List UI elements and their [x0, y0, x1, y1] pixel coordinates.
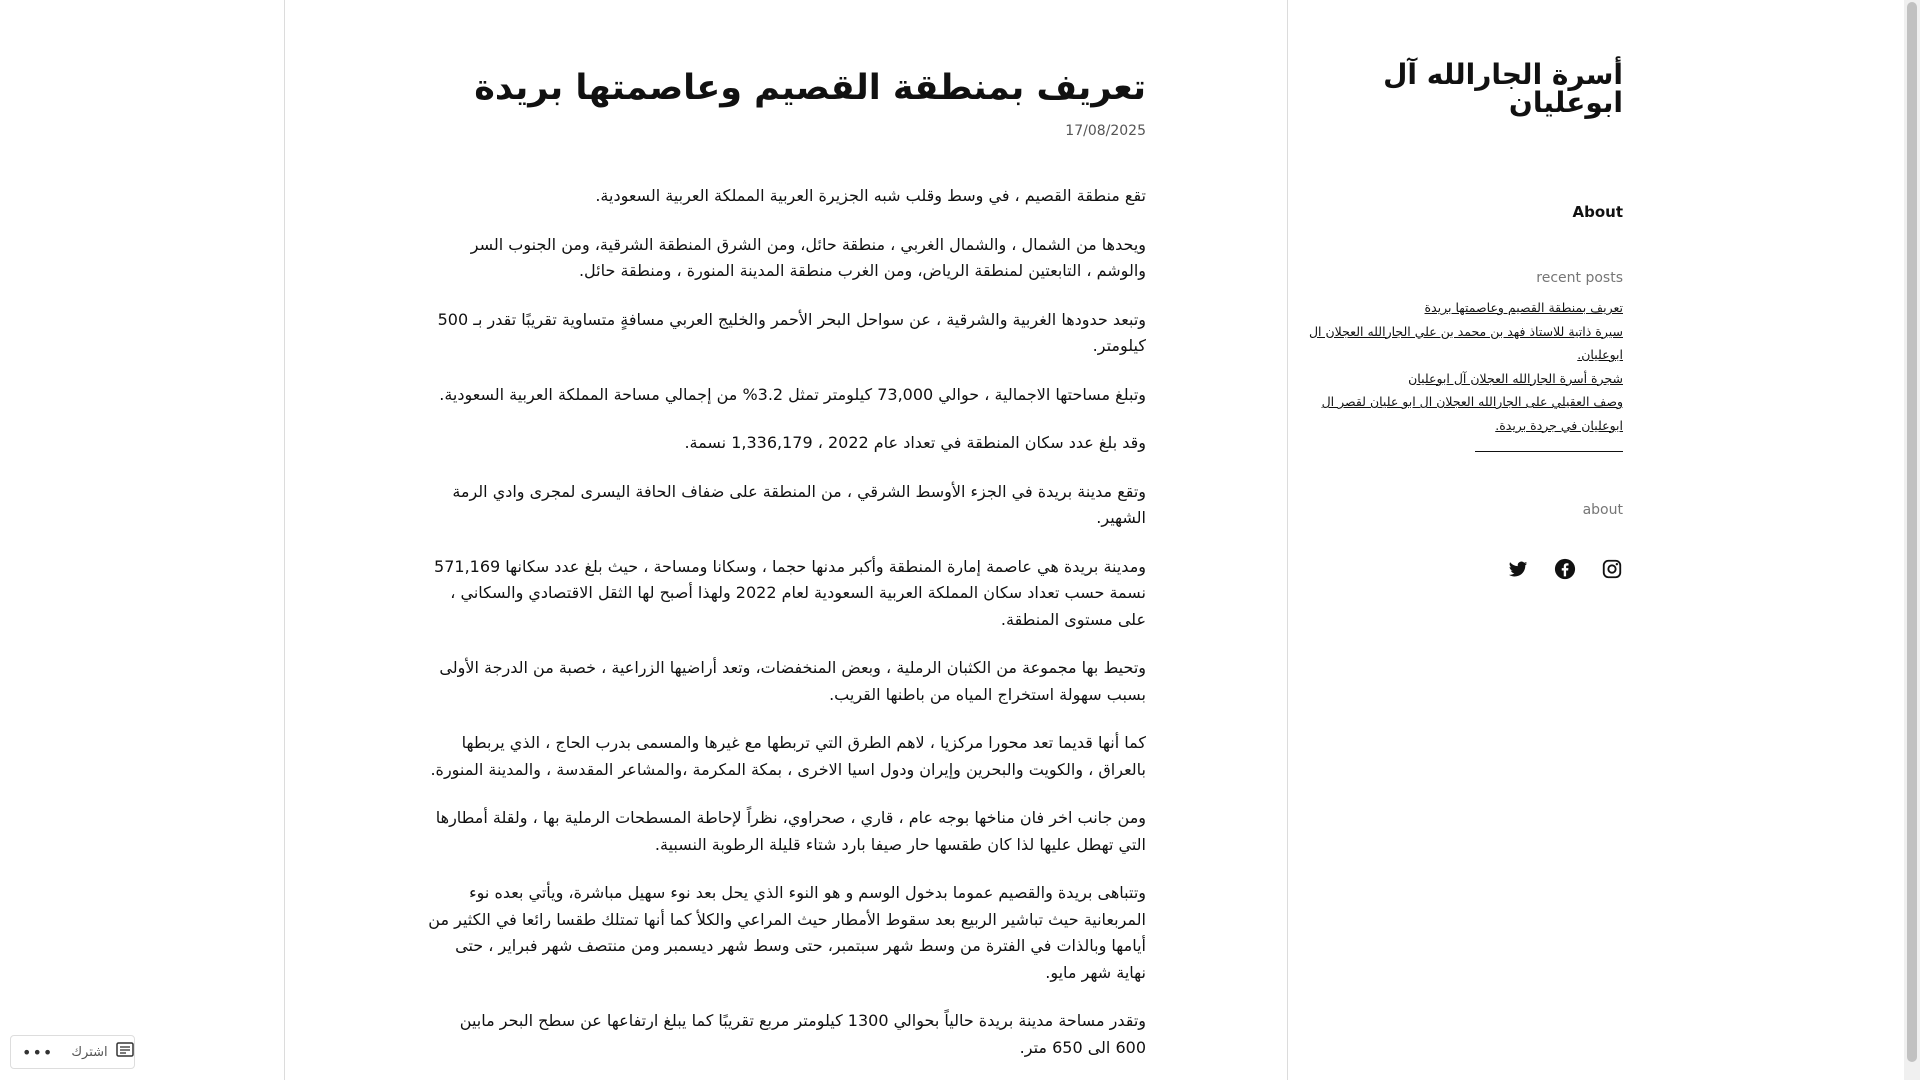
- facebook-icon[interactable]: [1552, 558, 1576, 582]
- paragraph: ويحدها من الشمال ، والشمال الغربي ، منطقة حائل، ومن الشرق المنطقة الشرقية، ومن الجنوب السر والوشم ، التابعتين لمنطقة الرياض، ومن الغرب منطقة المدينة المنورة ، ومنطقة حائل.: [470, 234, 1146, 280]
- follow-widget[interactable]: [10, 1035, 135, 1069]
- recent-posts-title: recent posts: [1536, 270, 1623, 286]
- paragraph: وتتباهى بريدة والقصيم عموما بدخول الوسم و هو النوء الذي يحل بعد نوء سهيل مباشرة، ويأتي بعده نوء المربعانية حيث تباشير الربيع بعد سقوط الأمطار حيث المراعي والكلأ كما أنها تمتلك طقسا رائعا في الكثير من أيامها وبالذات في الفترة من وسط شهر سبتمبر، حتى وسط شهر ديسمبر ومن منتصف شهر فبراير ، حتى نهاية شهر مايو.: [428, 883, 1146, 982]
- paragraph: تقع منطقة القصيم ، في وسط وقلب شبه الجزيرة العربية المملكة العربية السعودية.: [595, 186, 1146, 205]
- paragraph: وتقع مدينة بريدة في الجزء الأوسط الشرقي ، من المنطقة على ضفاف الحافة اليسرى لمجرى وادي الرمة الشهير.: [452, 481, 1146, 527]
- more-options-button[interactable]: •••: [22, 1042, 54, 1062]
- recent-post-link[interactable]: وصف العقيلي على الجارالله العجلان ال ابو عليان لقصر ال ابوعليان في جردة بريدة.: [1321, 394, 1623, 433]
- paragraph: وتحيط بها مجموعة من الكثبان الرملية ، وبعض المنخفضات، وتعد أراضيها الزراعية ، خصبة من الدرجة الأولى بسبب سهولة استخراج المياه من باطنها القريب.: [439, 658, 1146, 704]
- instagram-icon[interactable]: [1599, 558, 1623, 582]
- list-item: [1290, 367, 1623, 391]
- list-item: [1290, 296, 1623, 320]
- paragraph: وتبعد حدودها الغربية والشرقية ، عن سواحل البحر الأحمر والخليج العربي مسافةٍ متساوية تقريبًا تقدر بـ 500 كيلومتر.: [437, 309, 1146, 355]
- social-links: [1290, 558, 1623, 582]
- paragraph: وتقدر مساحة مدينة بريدة حالياً بحوالي 1300 كيلومتر مربع تقريبًا كما يبلغ ارتفاعها عن سطح البحر مابين 600 الى 650 متر.: [459, 1011, 1146, 1057]
- reader-icon[interactable]: [116, 1042, 134, 1062]
- twitter-icon[interactable]: [1505, 558, 1529, 582]
- paragraph: كما أنها قديما تعد محورا مركزيا ، لاهم الطرق التي تربطها مع غيرها والمسمى بدرب الحاج ، الذي يربطها بالعراق ، والكويت والبحرين وإيران ودول اسيا الاخرى ، بمكة المكرمة ،والمشاعر المقدسة ، والمدينة المنورة.: [430, 733, 1146, 779]
- list-item: [1290, 390, 1623, 437]
- recent-post-link[interactable]: تعريف بمنطقة القصيم وعاصمتها بريدة: [1424, 300, 1623, 315]
- subscribe-label[interactable]: اشترك: [71, 1044, 108, 1060]
- article-panel: [284, 0, 1288, 1080]
- article-inner: [426, 0, 1146, 1083]
- post-content: [426, 183, 1146, 1061]
- post-title: تعريف بمنطقة القصيم وعاصمتها بريدة: [474, 68, 1146, 108]
- paragraph: ومدينة بريدة هي عاصمة إمارة المنطقة وأكبر مدنها حجما ، وسكانا ومساحة ، حيث بلغ عدد سكانها 571,169 نسمة حسب تعداد سكان المملكة العربية السعودية لعام 2022 ولهذا أصبح لها الثقل الاقتصادي والسكاني ، على مستوى المنطقة.: [434, 556, 1146, 629]
- paragraph: وتبلغ مساحتها الاجمالية ، حوالي 73,000 كيلومتر تمثل 3.2% من إجمالي مساحة المملكة العربية السعودية.: [439, 384, 1146, 404]
- about-widget-title: about: [1582, 502, 1623, 518]
- nav-about-link[interactable]: About: [1572, 203, 1623, 221]
- paragraph: ومن جانب اخر فان مناخها بوجه عام ، قاري ، صحراوي، نظراً لإحاطة المسطحات الرملية بها ، ولقلة أمطارها التي تهطل عليها لذا كان طقسها حار صيفا بارد شتاء قليلة الرطوبة النسبية.: [435, 808, 1146, 854]
- sidebar: [1290, 0, 1623, 1080]
- recent-posts-list: [1290, 296, 1623, 437]
- divider: [1475, 451, 1623, 452]
- site-title[interactable]: أسرة الجارالله آل ابوعليان: [1383, 58, 1623, 119]
- recent-post-link[interactable]: سيرة ذاتية للاستاذ فهد بن محمد بن علي الجارالله العجلان ال ابوعليان.: [1308, 323, 1623, 362]
- paragraph: وقد بلغ عدد سكان المنطقة في تعداد عام 2022 ، 1,336,179 نسمة.: [684, 433, 1146, 452]
- scrollbar-thumb[interactable]: [1907, 2, 1917, 1062]
- list-item: [1290, 320, 1623, 367]
- post-date[interactable]: 17/08/2025: [1065, 123, 1146, 139]
- recent-post-link[interactable]: شجرة أسرة الجارالله العجلان آل ابوعليان: [1408, 370, 1623, 386]
